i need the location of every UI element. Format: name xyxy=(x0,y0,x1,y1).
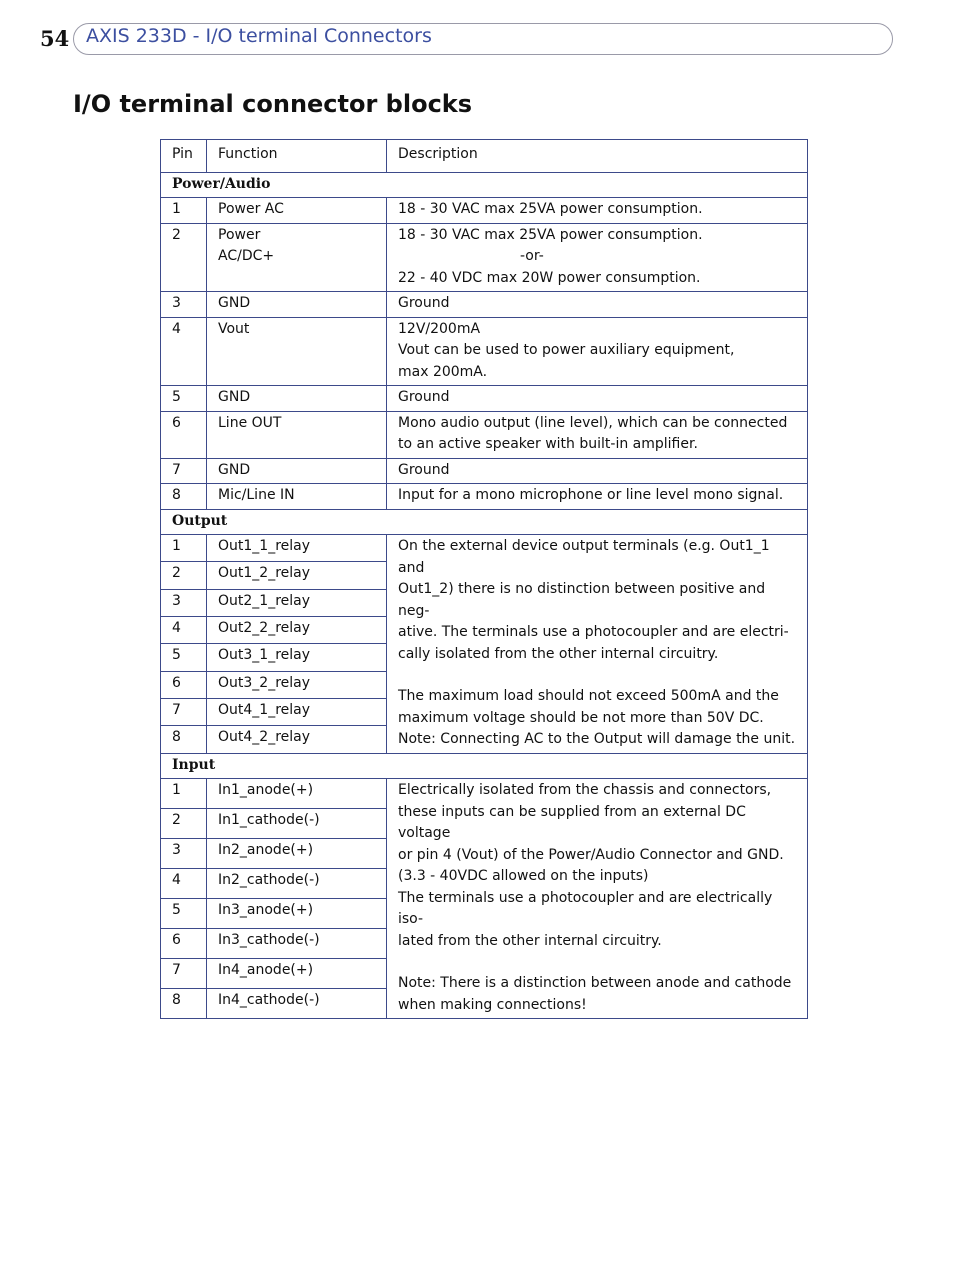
output-description-cell xyxy=(387,535,808,754)
header-function: Function xyxy=(207,140,387,173)
table-row xyxy=(161,292,808,318)
group-label: Power/Audio xyxy=(161,172,808,198)
table-row xyxy=(161,779,808,809)
description-cell: Input for a mono microphone or line level mono signal. xyxy=(387,484,808,510)
function-cell: Vout xyxy=(207,317,387,386)
description-cell: 12V/200mA Vout can be used to power auxiliary equipment, max 200mA. xyxy=(387,317,808,386)
description-line: 18 - 30 VAC max 25VA power consumption. xyxy=(398,226,703,243)
pin-cell: 2 xyxy=(161,809,207,839)
function-cell: In3_cathode(-) xyxy=(207,929,387,959)
group-row-output xyxy=(161,509,808,535)
pin-cell: 5 xyxy=(161,644,207,671)
pin-cell: 6 xyxy=(161,411,207,458)
header-pin: Pin xyxy=(161,140,207,173)
pin-cell: 1 xyxy=(161,779,207,809)
description-line: 22 - 40 VDC max 20W power consumption. xyxy=(398,269,701,286)
pin-cell: 7 xyxy=(161,959,207,989)
description-line: -or- xyxy=(520,248,544,264)
table-row xyxy=(161,386,808,412)
pin-cell: 8 xyxy=(161,484,207,510)
pin-cell: 3 xyxy=(161,839,207,869)
function-cell: In2_anode(+) xyxy=(207,839,387,869)
table-row xyxy=(161,411,808,458)
function-cell: Out1_2_relay xyxy=(207,562,387,589)
table-row xyxy=(161,317,808,386)
pin-cell: 2 xyxy=(161,223,207,292)
function-cell: In3_anode(+) xyxy=(207,899,387,929)
function-cell: In4_cathode(-) xyxy=(207,989,387,1019)
table-row xyxy=(161,198,808,224)
function-cell: Out3_2_relay xyxy=(207,671,387,698)
description-cell: 18 - 30 VAC max 25VA power consumption. xyxy=(387,198,808,224)
table-row xyxy=(161,484,808,510)
io-terminal-table xyxy=(160,139,808,1019)
function-cell: GND xyxy=(207,386,387,412)
description-paragraph: The maximum load should not exceed 500mA and the maximum voltage should be not more than 50V DC. Note: Connecting AC to the Output will damage the unit. xyxy=(398,688,796,747)
group-row-power-audio xyxy=(161,172,808,198)
function-cell: Out4_2_relay xyxy=(207,726,387,753)
pin-cell: 8 xyxy=(161,989,207,1019)
description-paragraph: Note: There is a distinction between anode and cathode when making connections! xyxy=(398,975,792,1013)
section-title: I/O terminal connector blocks xyxy=(73,90,473,118)
description-cell xyxy=(387,223,808,292)
function-cell: Out4_1_relay xyxy=(207,698,387,725)
pin-cell: 4 xyxy=(161,317,207,386)
function-cell: Mic/Line IN xyxy=(207,484,387,510)
function-cell: In4_anode(+) xyxy=(207,959,387,989)
pin-cell: 6 xyxy=(161,671,207,698)
page-number: 54 xyxy=(40,26,70,51)
function-cell: Power AC/DC+ xyxy=(207,223,387,292)
function-cell: In2_cathode(-) xyxy=(207,869,387,899)
function-cell: Out1_1_relay xyxy=(207,535,387,562)
pin-cell: 7 xyxy=(161,698,207,725)
pin-cell: 1 xyxy=(161,198,207,224)
function-cell: In1_anode(+) xyxy=(207,779,387,809)
description-cell: Ground xyxy=(387,292,808,318)
pin-cell: 6 xyxy=(161,929,207,959)
table-header-row xyxy=(161,140,808,173)
pin-cell: 4 xyxy=(161,869,207,899)
header-description: Description xyxy=(387,140,808,173)
pin-cell: 8 xyxy=(161,726,207,753)
pin-cell: 5 xyxy=(161,899,207,929)
pin-cell: 3 xyxy=(161,292,207,318)
function-cell: Line OUT xyxy=(207,411,387,458)
table-row xyxy=(161,535,808,562)
function-cell: GND xyxy=(207,292,387,318)
description-paragraph: On the external device output terminals (e.g. Out1_1 and Out1_2) there is no distinction between positive and neg- ative. The terminals use a photocoupler and are electri- cally isolated from the other internal circuitry. xyxy=(398,538,789,662)
pin-cell: 7 xyxy=(161,458,207,484)
pin-cell: 5 xyxy=(161,386,207,412)
description-cell: Ground xyxy=(387,386,808,412)
function-cell: GND xyxy=(207,458,387,484)
group-row-input xyxy=(161,753,808,779)
function-cell: Power AC xyxy=(207,198,387,224)
description-paragraph: Electrically isolated from the chassis and connectors, these inputs can be supplied from an external DC voltage or pin 4 (Vout) of the Power/Audio Connector and GND. (3.3 - 40VDC allowed on the inputs) The terminals use a photocoupler and are electrically iso- lated from the other internal circuitry. xyxy=(398,782,784,949)
table-row xyxy=(161,223,808,292)
pin-cell: 1 xyxy=(161,535,207,562)
description-cell: Ground xyxy=(387,458,808,484)
pin-cell: 4 xyxy=(161,616,207,643)
function-cell: In1_cathode(-) xyxy=(207,809,387,839)
group-label: Input xyxy=(161,753,808,779)
description-cell: Mono audio output (line level), which can be connected to an active speaker with built-in amplifier. xyxy=(387,411,808,458)
pin-cell: 2 xyxy=(161,562,207,589)
function-cell: Out2_1_relay xyxy=(207,589,387,616)
header-title: AXIS 233D - I/O terminal Connectors xyxy=(86,25,432,47)
function-cell: Out2_2_relay xyxy=(207,616,387,643)
pin-cell: 3 xyxy=(161,589,207,616)
input-description-cell xyxy=(387,779,808,1019)
function-cell: Out3_1_relay xyxy=(207,644,387,671)
table-row xyxy=(161,458,808,484)
group-label: Output xyxy=(161,509,808,535)
